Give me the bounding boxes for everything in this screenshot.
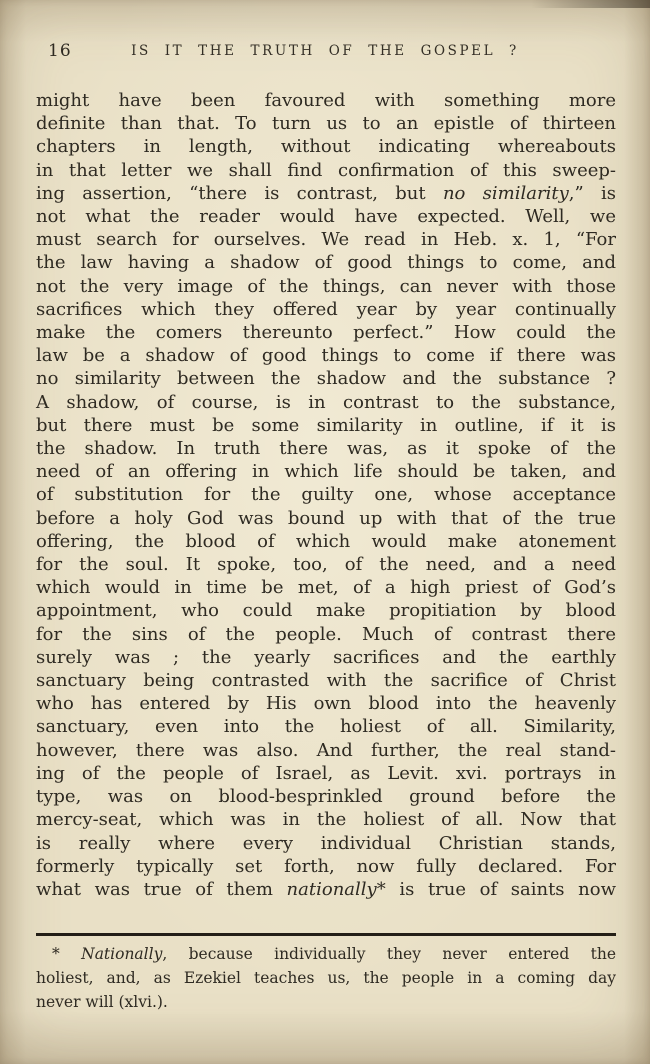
page-header-row (0, 40, 650, 62)
text-line: not the very image of the things, can never with those (36, 275, 616, 297)
text-line: might have been favoured with something more (36, 90, 616, 111)
text-line: before a holy God was bound up with that of the true (36, 507, 616, 529)
text-line: * Nationally, because individually they never entered the (52, 945, 617, 963)
text-line: the shadow. In truth there was, as it spoke of the (36, 438, 616, 460)
text-line: formerly typically set forth, now fully declared. For (36, 855, 616, 877)
footnote (36, 942, 616, 1014)
text-line: must search for ourselves. We read in Heb. x. 1, “For (36, 229, 616, 251)
text-line: chapters in length, without indicating whereabouts (36, 136, 616, 158)
text-line: make the comers thereunto perfect.” How could the (36, 322, 616, 344)
text-line: definite than that. To turn us to an epistle of thirteen (36, 113, 616, 135)
footnote-divider (36, 933, 616, 936)
text-line: ing of the people of Israel, as Levit. xvi. portrays in (36, 762, 616, 784)
body-text (36, 89, 616, 901)
text-line: is really where every individual Christian stands, (36, 832, 616, 854)
text-line: mercy-seat, which was in the holiest of all. Now that (36, 809, 616, 831)
text-line: who has entered by His own blood into the heavenly (36, 693, 616, 715)
text-line: appointment, who could make propitiation by blood (36, 600, 616, 622)
text-line: not what the reader would have expected. Well, we (36, 206, 616, 228)
text-line: surely was ; the yearly sacrifices and the earthly (36, 646, 616, 668)
page-number: 16 (48, 41, 72, 61)
text-line: sanctuary, even into the holiest of all. Similarity, (36, 716, 616, 738)
text-line: in that letter we shall find confirmation of this sweep- (36, 159, 616, 181)
text-line: type, was on blood-besprinkled ground before the (36, 786, 616, 808)
text-line: no similarity between the shadow and the substance ? (36, 368, 616, 390)
text-line: need of an offering in which life should be taken, and (36, 461, 616, 483)
text-line: holiest, and, as Ezekiel teaches us, the people in a coming day (36, 969, 616, 987)
text-line: never will (xlvi.). (36, 993, 168, 1011)
text-line: for the soul. It spoke, too, of the need, and a need (36, 554, 616, 576)
text-line: but there must be some similarity in outline, if it is (36, 414, 616, 436)
text-line: the law having a shadow of good things to come, and (36, 252, 616, 274)
text-line: sanctuary being contrasted with the sacrifice of Christ (36, 670, 616, 692)
running-head: IS IT THE TRUTH OF THE GOSPEL ? (131, 43, 519, 59)
text-line: offering, the blood of which would make atonement (36, 530, 616, 552)
page-edge-shadow (510, 0, 650, 8)
text-line: however, there was also. And further, the real stand- (36, 739, 616, 761)
text-line: ing assertion, “there is contrast, but no similarity,” is (36, 182, 617, 204)
text-line: for the sins of the people. Much of contrast there (36, 623, 616, 645)
text-line: A shadow, of course, is in contrast to the substance, (36, 391, 616, 413)
text-line: sacrifices which they offered year by year continually (36, 298, 616, 320)
text-line: which would in time be met, of a high priest of God’s (36, 577, 616, 599)
text-line: of substitution for the guilty one, whose acceptance (36, 484, 616, 506)
text-line: what was true of them nationally* is true of saints now (36, 878, 616, 900)
text-line: law be a shadow of good things to come if there was (36, 345, 616, 367)
